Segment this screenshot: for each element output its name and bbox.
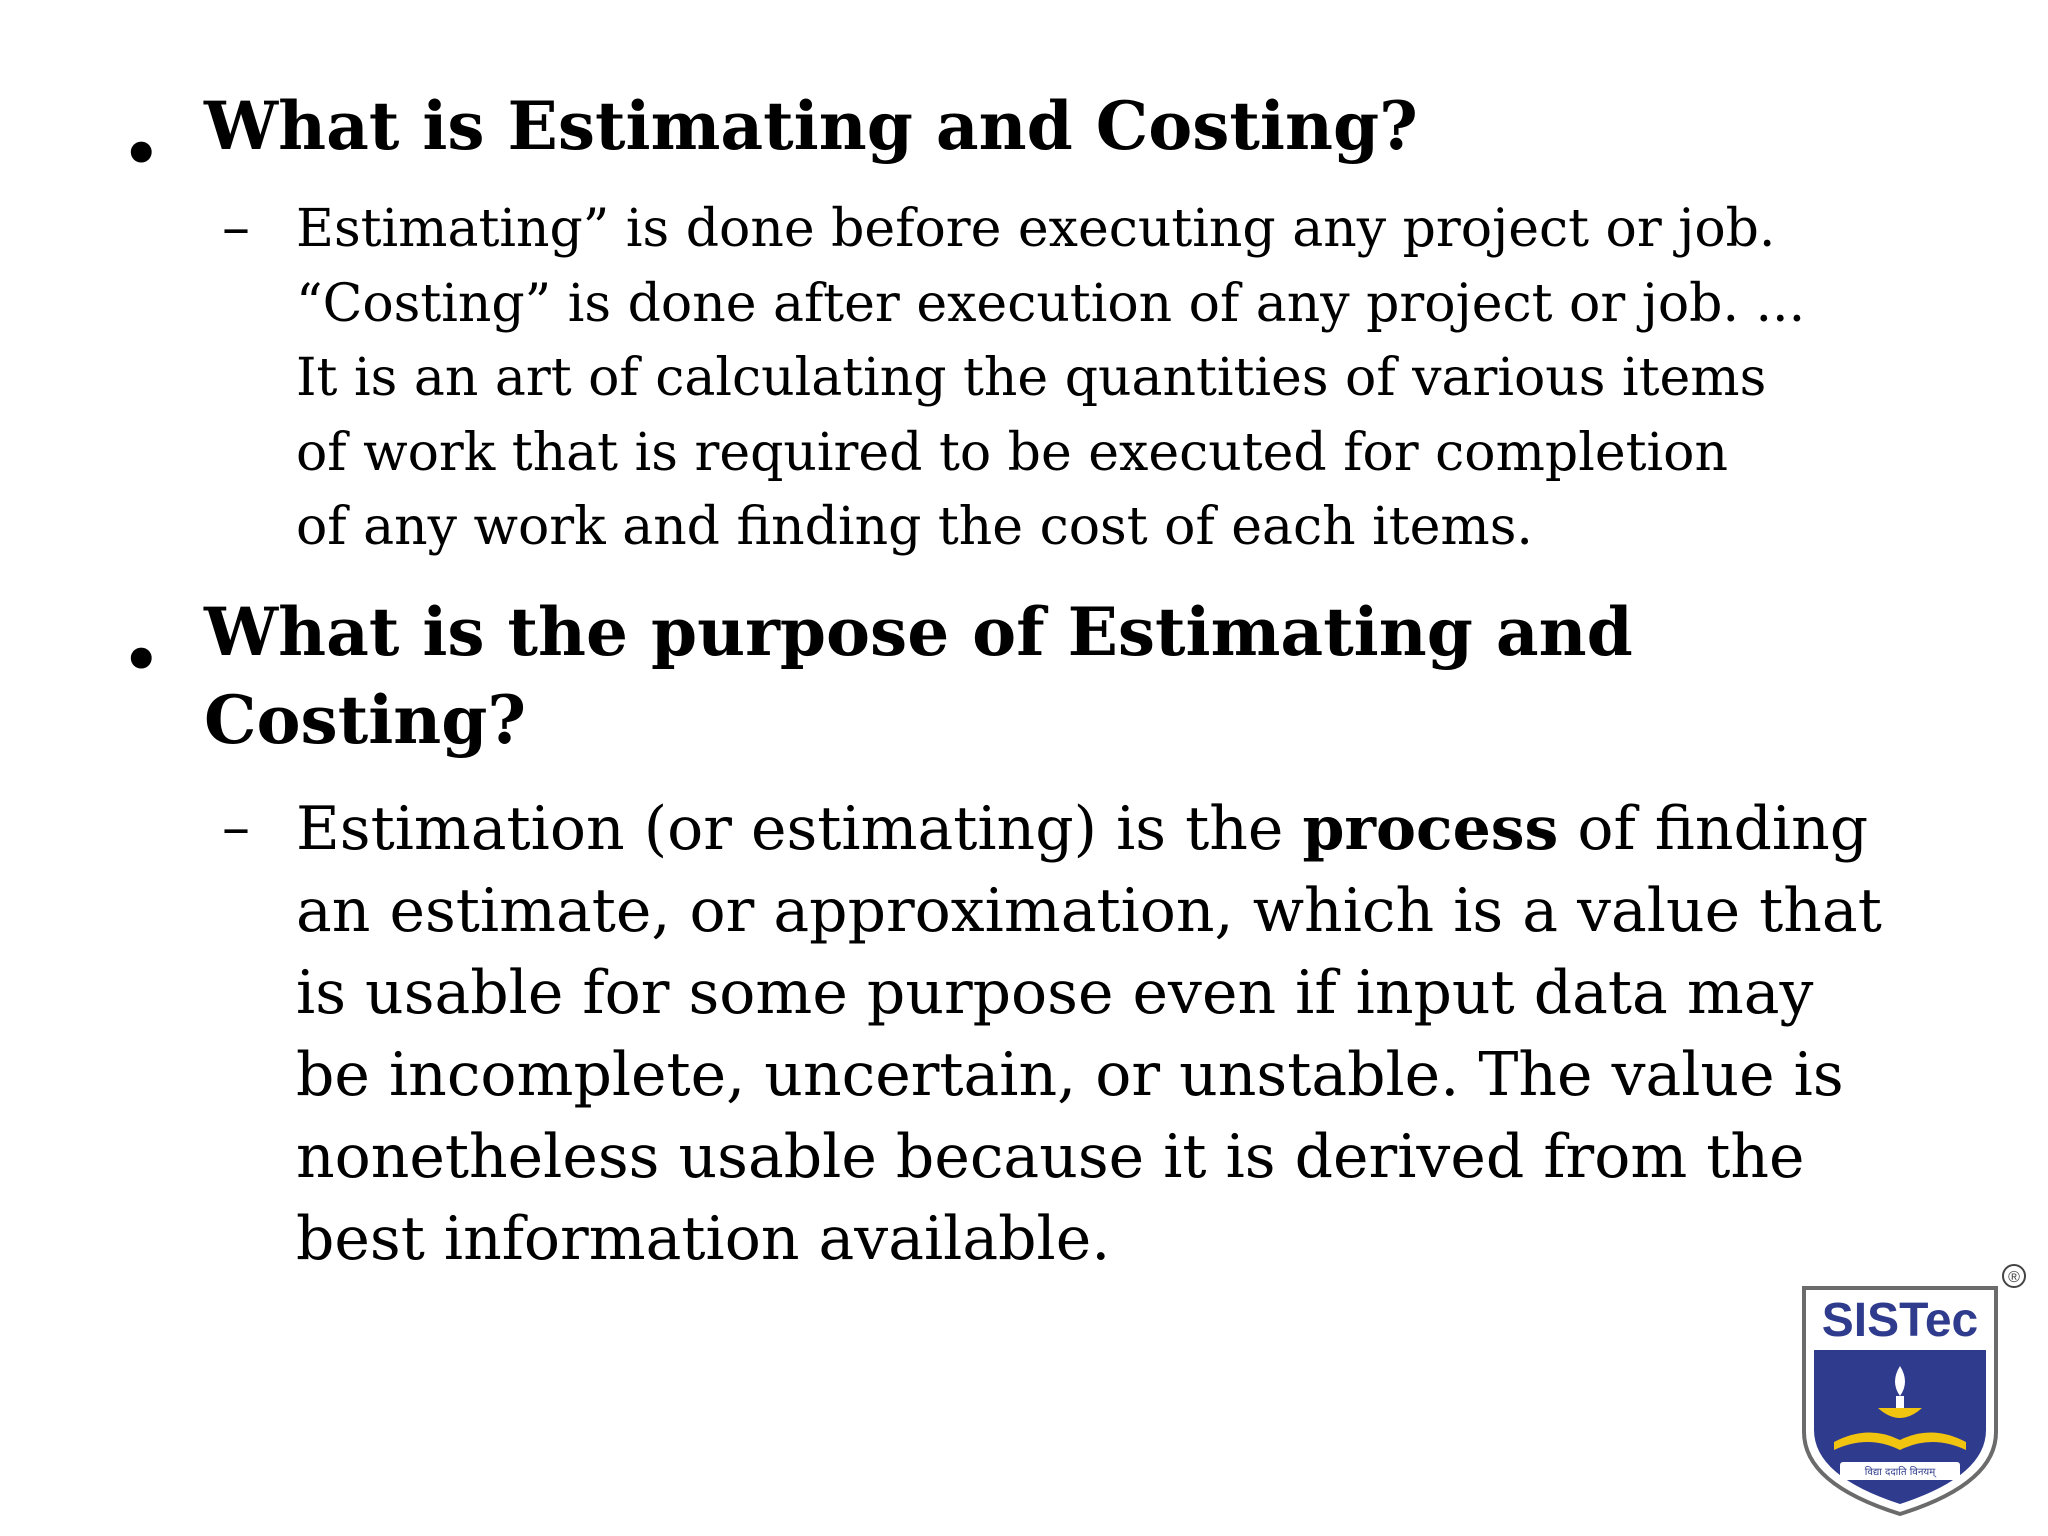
heading-2-line-2: Costing? (204, 681, 527, 759)
answer-1-line-1: Estimating” is done before executing any project or job. (296, 199, 1776, 259)
answer-2-line-1-start: Estimation (or estimating) is the (296, 794, 1303, 864)
answer-1-line-3: It is an art of calculating the quantities of various items (296, 348, 1767, 408)
sistec-logo (1800, 1262, 2028, 1518)
lamp-stem (1896, 1396, 1904, 1408)
answer-2-line-1 (296, 788, 1882, 870)
logo-text: SISTec (1821, 1294, 1979, 1347)
dash-1: – (222, 195, 250, 260)
registered-mark: ® (2008, 1269, 2020, 1286)
answer-2-line-5: nonetheless usable because it is derived from the (296, 1122, 1805, 1192)
answer-1-line-4: of work that is required to be executed for completion (296, 422, 1728, 483)
answer-1-line-2: “Costing” is done after execution of any project or job. ... (296, 273, 1806, 334)
answer-2-line-4: be incomplete, uncertain, or unstable. The value is (296, 1040, 1844, 1110)
bullet-1: • (120, 112, 163, 196)
answer-2-line-3: is usable for some purpose even if input data may (296, 958, 1814, 1028)
heading-what-is-estimating: What is Estimating and Costing? (204, 87, 1418, 165)
bullet-2: • (120, 618, 163, 702)
answer-2-line-2: an estimate, or approximation, which is a value that (296, 876, 1882, 946)
heading-2-line-1: What is the purpose of Estimating and (204, 593, 1633, 671)
answer-2-line-1-end: of finding (1558, 794, 1869, 864)
motto-text: विद्या ददाति विनयम् (1864, 1467, 1936, 1478)
heading-purpose-of-estimating (204, 588, 1633, 764)
answer-paragraph-2 (296, 788, 1882, 1280)
emphasis-process: process (1302, 794, 1559, 864)
answer-paragraph-1 (296, 192, 1805, 565)
dash-2: – (222, 795, 250, 860)
answer-2-line-6: best information available. (296, 1204, 1111, 1274)
answer-1-line-5: of any work and finding the cost of each items. (296, 497, 1533, 557)
